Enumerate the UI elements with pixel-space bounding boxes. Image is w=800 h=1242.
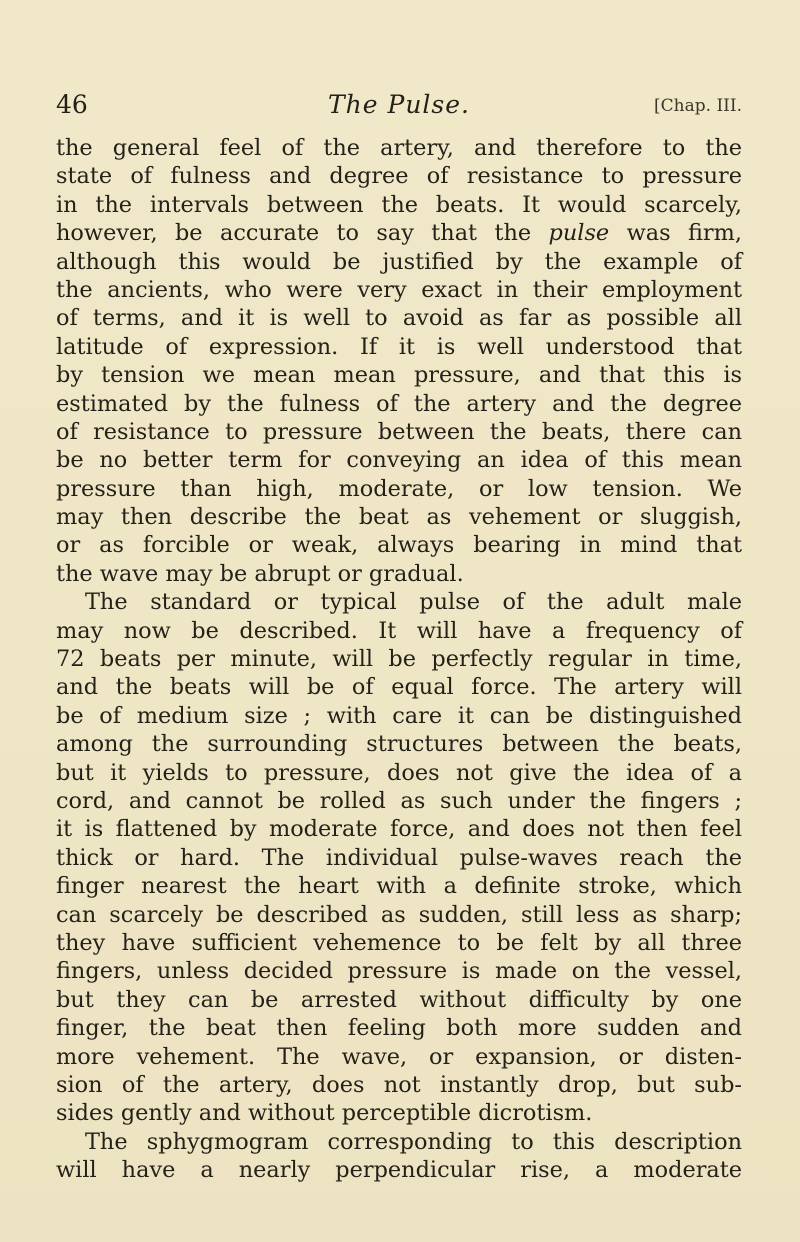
chapter-reference: [Chap. III. <box>654 96 742 116</box>
text-line: but it yields to pressure, does not give the idea of a <box>56 759 742 786</box>
page-number: 46 <box>56 90 88 119</box>
text-line: they have sufficient vehemence to be felt by all three <box>56 929 742 956</box>
running-head <box>56 88 742 128</box>
text-line: thick or hard. The individual pulse-waves reach the <box>56 844 742 871</box>
text-line: pressure than high, moderate, or low tension. We <box>56 475 742 502</box>
text-line: sion of the artery, does not instantly drop, but sub- <box>56 1071 742 1098</box>
text-line: of resistance to pressure between the beats, there can <box>56 418 742 445</box>
text-line: the wave may be abrupt or gradual. <box>56 560 464 587</box>
text-line: The standard or typical pulse of the adult male <box>85 589 742 616</box>
text-line: more vehement. The wave, or expansion, or disten- <box>56 1043 742 1070</box>
text-line: the general feel of the artery, and therefore to the <box>56 135 742 161</box>
text-line: it is flattened by moderate force, and does not then feel <box>56 816 742 843</box>
text-line: but they can be arrested without difficulty by one <box>56 986 742 1013</box>
text-line: will have a nearly perpendicular rise, a moderate <box>56 1157 742 1184</box>
text-line: estimated by the fulness of the artery and the degree <box>56 390 742 417</box>
text-line: although this would be justified by the example of <box>56 248 742 275</box>
text-line: 72 beats per minute, will be perfectly regular in time, <box>56 646 742 673</box>
text-line: the ancients, who were very exact in their employment <box>56 276 742 303</box>
italic-pulse: pulse <box>548 220 610 247</box>
text-line: finger, the beat then feeling both more sudden and <box>56 1015 742 1042</box>
text-line: and the beats will be of equal force. The artery will <box>56 674 742 701</box>
text-line: The sphygmogram corresponding to this description <box>85 1128 742 1155</box>
text-line: cord, and cannot be rolled as such under the fingers ; <box>56 787 742 814</box>
text-line: can scarcely be described as sudden, still less as sharp; <box>56 901 742 928</box>
text-line: be no better term for conveying an idea of this mean <box>56 447 742 474</box>
text-line: may now be described. It will have a frequency of <box>56 617 742 644</box>
text-line: of terms, and it is well to avoid as far as possible all <box>56 305 742 332</box>
text-line: among the surrounding structures between the beats, <box>56 731 742 758</box>
text-line: by tension we mean mean pressure, and that this is <box>56 362 742 389</box>
text-line: finger nearest the heart with a definite stroke, which <box>56 873 742 900</box>
body-text <box>56 134 742 1184</box>
text-line: latitude of expression. If it is well understood that <box>56 333 742 360</box>
text-line: in the intervals between the beats. It would scarcely, <box>56 191 742 218</box>
running-title: The Pulse. <box>327 90 470 119</box>
text-line: be of medium size ; with care it can be distinguished <box>56 702 742 729</box>
text-line: or as forcible or weak, always bearing in mind that <box>56 532 742 559</box>
text-line: may then describe the beat as vehement or sluggish, <box>56 504 742 531</box>
text-line: sides gently and without perceptible dicrotism. <box>56 1100 593 1127</box>
text-line: however, be accurate to say that the pulse was firm, <box>56 220 742 247</box>
text-line: fingers, unless decided pressure is made on the vessel, <box>56 958 742 985</box>
text-line: state of fulness and degree of resistance to pressure <box>56 163 742 190</box>
